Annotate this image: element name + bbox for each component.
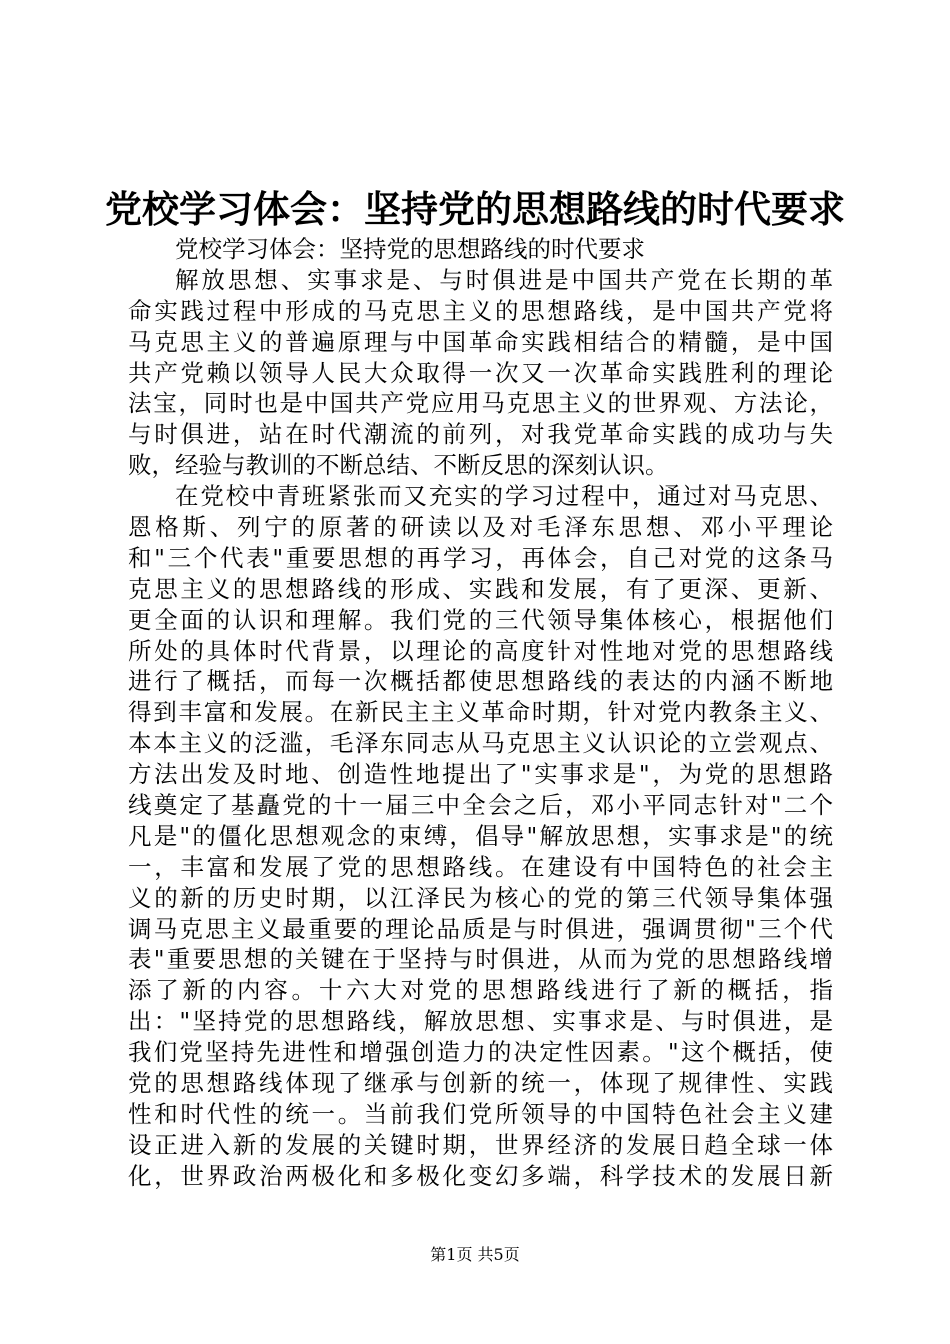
body-line: 与时俱进，站在时代潮流的前列，对我党革命实践的成功与失 xyxy=(128,420,833,449)
body-line: 一，丰富和发展了党的思想路线。在建设有中国特色的社会主 xyxy=(128,852,833,881)
body-line: 调马克思主义最重要的理论品质是与时俱进，强调贯彻"三个代 xyxy=(128,914,833,943)
page-footer: 第1页 共5页 xyxy=(430,1245,520,1264)
body-line: 共产党赖以领导人民大众取得一次又一次革命实践胜利的理论 xyxy=(128,358,833,387)
document-body xyxy=(128,234,833,1192)
body-line: 解放思想、实事求是、与时俱进是中国共产党在长期的革 xyxy=(175,265,833,294)
body-line: 败，经验与教训的不断总结、不断反思的深刻认识。 xyxy=(128,451,669,480)
body-line: 方法出发及时地、创造性地提出了"实事求是"，为党的思想路 xyxy=(128,760,833,789)
body-line: 马克思主义的普遍原理与中国革命实践相结合的精髓，是中国 xyxy=(128,327,833,356)
body-line: 出："坚持党的思想路线，解放思想、实事求是、与时俱进，是 xyxy=(128,1007,833,1036)
body-line: 义的新的历史时期，以江泽民为核心的党的第三代领导集体强 xyxy=(128,883,833,912)
body-line: 命实践过程中形成的马克思主义的思想路线，是中国共产党将 xyxy=(128,296,833,325)
body-line: 设正进入新的发展的关键时期，世界经济的发展日趋全球一体 xyxy=(128,1130,833,1159)
body-line: 克思主义的思想路线的形成、实践和发展，有了更深、更新、 xyxy=(128,574,833,603)
body-line: 表"重要思想的关键在于坚持与时俱进，从而为党的思想路线增 xyxy=(128,945,833,974)
body-line: 法宝，同时也是中国共产党应用马克思主义的世界观、方法论， xyxy=(128,389,833,418)
body-line: 党的思想路线体现了继承与创新的统一，体现了规律性、实践 xyxy=(128,1069,833,1098)
body-line: 恩格斯、列宁的原著的研读以及对毛泽东思想、邓小平理论 xyxy=(128,513,833,542)
body-line: 线奠定了基矗党的十一届三中全会之后，邓小平同志针对"二个 xyxy=(128,791,833,820)
body-line: 本本主义的泛滥，毛泽东同志从马克思主义认识论的立尝观点、 xyxy=(128,729,833,758)
document-title: 党校学习体会：坚持党的思想路线的时代要求 xyxy=(105,187,845,231)
body-line: 党校学习体会：坚持党的思想路线的时代要求 xyxy=(175,235,645,263)
body-line: 更全面的认识和理解。我们党的三代领导集体核心，根据他们 xyxy=(128,605,833,634)
body-line: 得到丰富和发展。在新民主主义革命时期，针对党内教条主义、 xyxy=(128,698,833,727)
body-line: 我们党坚持先进性和增强创造力的决定性因素。"这个概括，使 xyxy=(128,1038,833,1067)
body-line: 凡是"的僵化思想观念的束缚，倡导"解放思想，实事求是"的统 xyxy=(128,821,833,850)
body-line: 化，世界政治两极化和多极化变幻多端，科学技术的发展日新 xyxy=(128,1161,833,1190)
body-line: 在党校中青班紧张而又充实的学习过程中，通过对马克思、 xyxy=(175,482,833,511)
body-line: 添了新的内容。十六大对党的思想路线进行了新的概括，指 xyxy=(128,976,833,1005)
body-line: 所处的具体时代背景，以理论的高度针对性地对党的思想路线 xyxy=(128,636,833,665)
body-line: 和"三个代表"重要思想的再学习，再体会，自己对党的这条马 xyxy=(128,543,833,572)
body-line: 性和时代性的统一。当前我们党所领导的中国特色社会主义建 xyxy=(128,1099,833,1128)
body-line: 进行了概括，而每一次概括都使思想路线的表达的内涵不断地 xyxy=(128,667,833,696)
